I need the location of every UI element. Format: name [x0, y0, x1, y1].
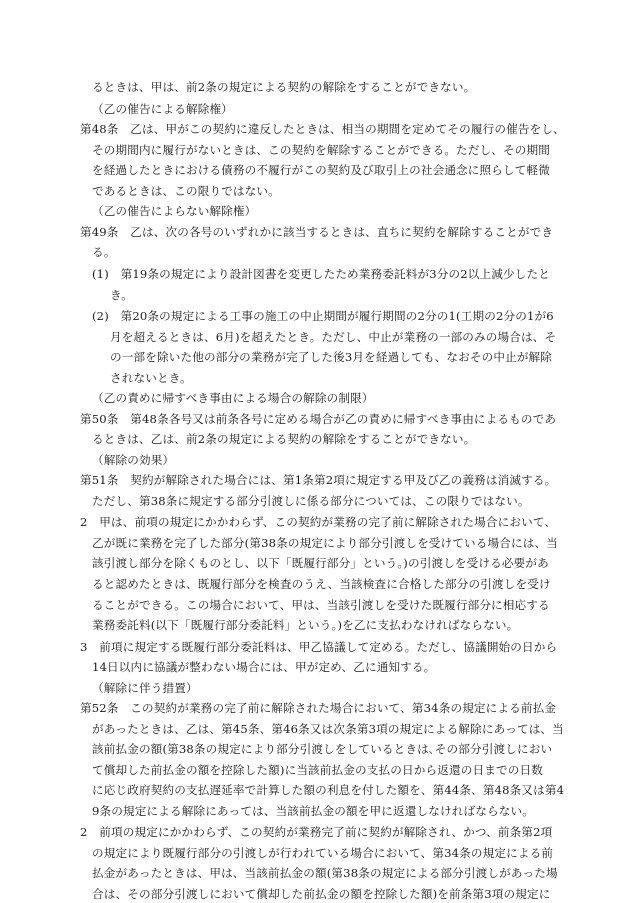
text-line: に応じ政府契約の支払遅延率で計算した額の利息を付した額を、第44条、第48条又は第4	[92, 783, 565, 798]
text-line: を経過したときにおける債務の不履行がこの契約及び取引上の社会通念に照らして軽微	[92, 163, 551, 178]
text-line: 業務委託料(以下「既履行部分委託料」という。)を乙に支払わなければならない。	[92, 618, 519, 633]
text-line: 月を超えるときは、6月)を超えたとき。ただし、中止が業務の一部のみの場合は、そ	[110, 329, 557, 344]
section-heading: （乙の催告によらない解除権）	[92, 204, 257, 219]
text-line: 該前払金の額(第38条の規定により部分引渡しをしているときは､その部分引渡しにおい	[92, 742, 553, 757]
text-line: の一部を除いた他の部分の業務が完了した後3月を経過しても、なおその中止が解除	[110, 350, 553, 365]
section-heading: （乙の責めに帰すべき事由による場合の解除の制限）	[92, 391, 374, 406]
text-line: 乙が既に業務を完了した部分(第38条の規定により部分引渡しを受けている場合には、当	[92, 535, 558, 550]
section-heading: （解除に伴う措置）	[92, 680, 198, 695]
text-line: て償却した前払金の額を控除した額)に当該前払金の支払の日から返還の日までの日数	[92, 762, 543, 777]
text-line: されないとき。	[110, 370, 192, 385]
paragraph-2-line: 2 甲は、前項の規定にかかわらず、この契約が業務の完了前に解除された場合において、	[80, 515, 557, 530]
item-1-line: (1) 第19条の規定により設計図書を変更したため業務委託料が3分の2以上減少したと	[92, 266, 551, 281]
article-49-line: 第49条 乙は、次の各号のいずれかに該当するときは、直ちに契約を解除することができ	[80, 224, 554, 239]
text-line: る。	[92, 245, 116, 260]
item-2-line: (2) 第20条の規定による工事の施工の中止期間が履行期間の2分の1(工期の2分の1が6	[92, 309, 554, 324]
text-line: 9条の規定による解除にあっては、当該前払金の額を甲に返還しなければならない。	[92, 803, 534, 818]
text-line: ただし、第38条に規定する部分引渡しに係る部分については、この限りではない。	[92, 493, 530, 508]
text-line: その期間内に履行がないときは、この契約を解除することができる。ただし、その期間	[92, 142, 551, 157]
text-line: るときは、乙は、前2条の規定による契約の解除をすることができない。	[92, 432, 476, 447]
text-line: であるときは、この限りではない。	[92, 183, 280, 198]
article-51-line: 第51条 契約が解除された場合には、第1条第2項に規定する甲及び乙の義務は消滅する。	[80, 473, 557, 488]
text-line: 該引渡し部分を除くものとし、以下「既履行部分」という。)の引渡しを受ける必要があ	[92, 556, 549, 571]
text-line: き。	[110, 287, 134, 302]
article-48-line: 第48条 乙は、甲がこの契約に違反したときは、相当の期間を定めてその履行の催告をし、	[80, 122, 565, 137]
paragraph-2-line: 2 前項の規定にかかわらず、この契約が業務完了前に契約が解除され、かつ、前条第2項	[80, 825, 553, 840]
article-50-line: 第50条 第48条各号又は前条各号に定める場合が乙の責めに帰すべき事由によるものであ	[80, 411, 557, 426]
text-line: 14日以内に協議が整わない場合には、甲が定め、乙に通知する。	[92, 660, 436, 675]
paragraph-3-line: 3 前項に規定する既履行部分委託料は、甲乙協議して定める。ただし、協議開始の日から	[80, 639, 558, 654]
text-line: があったときは、乙は、第45条、第46条又は次条第3項の規定による解除にあっては、当	[92, 721, 564, 736]
section-heading: （解除の効果）	[92, 452, 175, 467]
text-line: 合は、その部分引渡しにおいて償却した前払金の額を控除した額)を前条第3項の規定に	[92, 887, 551, 901]
section-heading: （乙の催告による解除権）	[92, 101, 233, 116]
article-52-line: 第52条 この契約が業務の完了前に解除された場合において、第34条の規定による前払金	[80, 701, 557, 716]
text-line: ることができる。この場合において、甲は、当該引渡しを受けた既履行部分に相応する	[92, 597, 550, 612]
text-line: の規定により既履行部分の引渡しが行われている場合において、第34条の規定による前	[92, 845, 554, 860]
text-line: ると認めたときは、既履行部分を検査のうえ、当該検査に合格した部分の引渡しを受け	[92, 576, 551, 591]
text-line: 払金があったときは、甲は、当該前払金の額(第38条の規定による部分引渡しがあった場	[92, 866, 558, 881]
text-line: るときは、甲は、前2条の規定による契約の解除をすることができない。	[92, 80, 476, 95]
